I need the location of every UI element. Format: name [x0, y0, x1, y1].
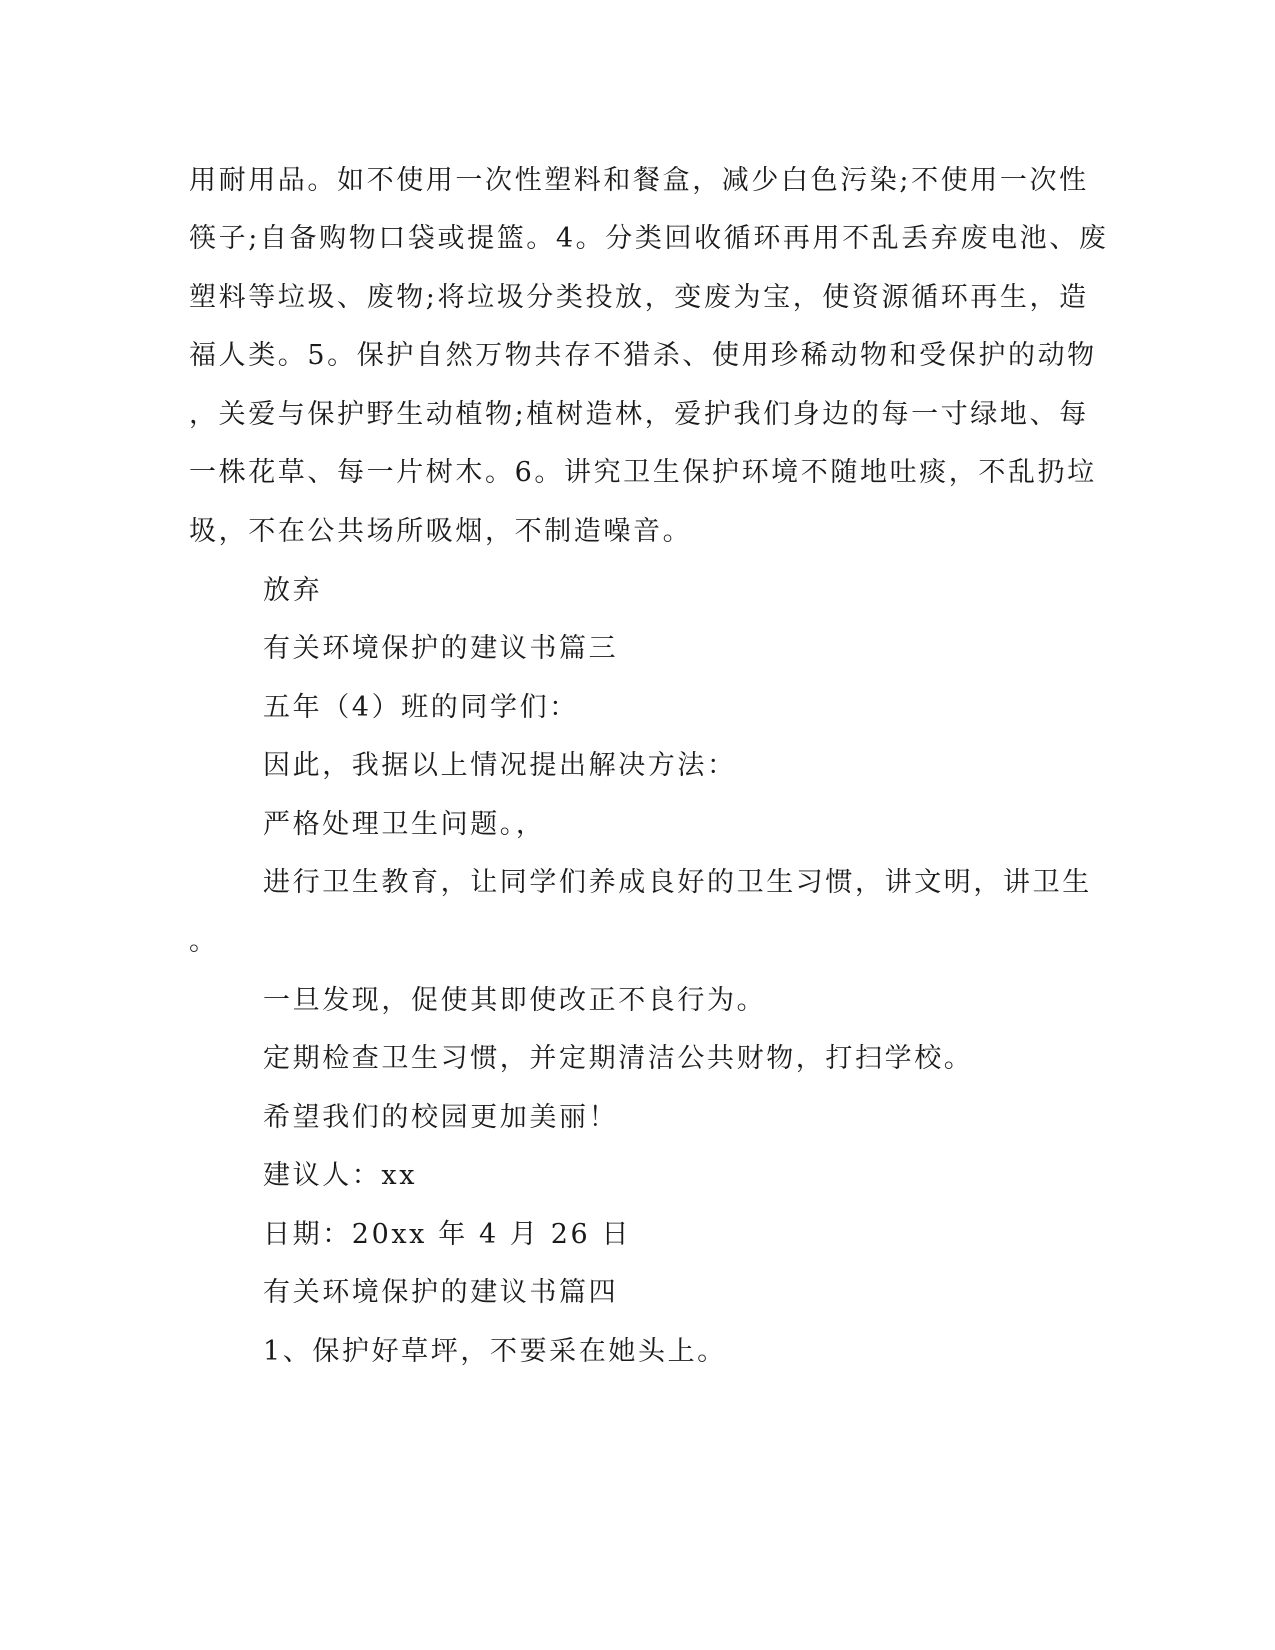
suggestion-item: 进行卫生教育，让同学们养成良好的卫生习惯，讲文明，讲卫生	[263, 867, 1092, 898]
section-3-title: 有关环境保护的建议书篇三	[263, 633, 619, 664]
body-text-line: ，关爱与保护野生动植物;植树造林，爱护我们身边的每一寸绿地、每	[189, 399, 1089, 430]
closing-wish: 希望我们的校园更加美丽！	[263, 1102, 619, 1133]
suggestion-item: 定期检查卫生习惯，并定期清洁公共财物，打扫学校。	[263, 1043, 974, 1074]
section-4-title: 有关环境保护的建议书篇四	[263, 1277, 619, 1308]
suggestion-item: 严格处理卫生问题。，	[263, 809, 546, 840]
suggestion-item: 一旦发现，促使其即使改正不良行为。	[263, 985, 767, 1016]
greeting: 五年（4）班的同学们：	[263, 692, 579, 723]
date: 日期：20xx 年 4 月 26 日	[263, 1219, 632, 1250]
signer: 建议人：xx	[263, 1160, 418, 1191]
body-text-line: 福人类。5。保护自然万物共存不猎杀、使用珍稀动物和受保护的动物	[189, 340, 1097, 371]
abandon-text: 放弃	[263, 575, 323, 606]
suggestion-item: 1、保护好草坪，不要采在她头上。	[263, 1336, 727, 1367]
body-text-line: 圾，不在公共场所吸烟，不制造噪音。	[189, 516, 693, 547]
body-text-line: 用耐用品。如不使用一次性塑料和餐盒，减少白色污染;不使用一次性	[189, 165, 1089, 196]
body-text-line: 塑料等垃圾、废物;将垃圾分类投放，变废为宝，使资源循环再生，造	[189, 282, 1089, 313]
body-text-line: 一株花草、每一片树木。6。讲究卫生保护环境不随地吐痰，不乱扔垃	[189, 457, 1097, 488]
suggestion-item-continuation: 。	[189, 926, 219, 957]
body-text-line: 筷子;自备购物口袋或提篮。4。分类回收循环再用不乱丢弃废电池、废	[189, 223, 1109, 254]
intro-paragraph: 因此，我据以上情况提出解决方法：	[263, 750, 737, 781]
